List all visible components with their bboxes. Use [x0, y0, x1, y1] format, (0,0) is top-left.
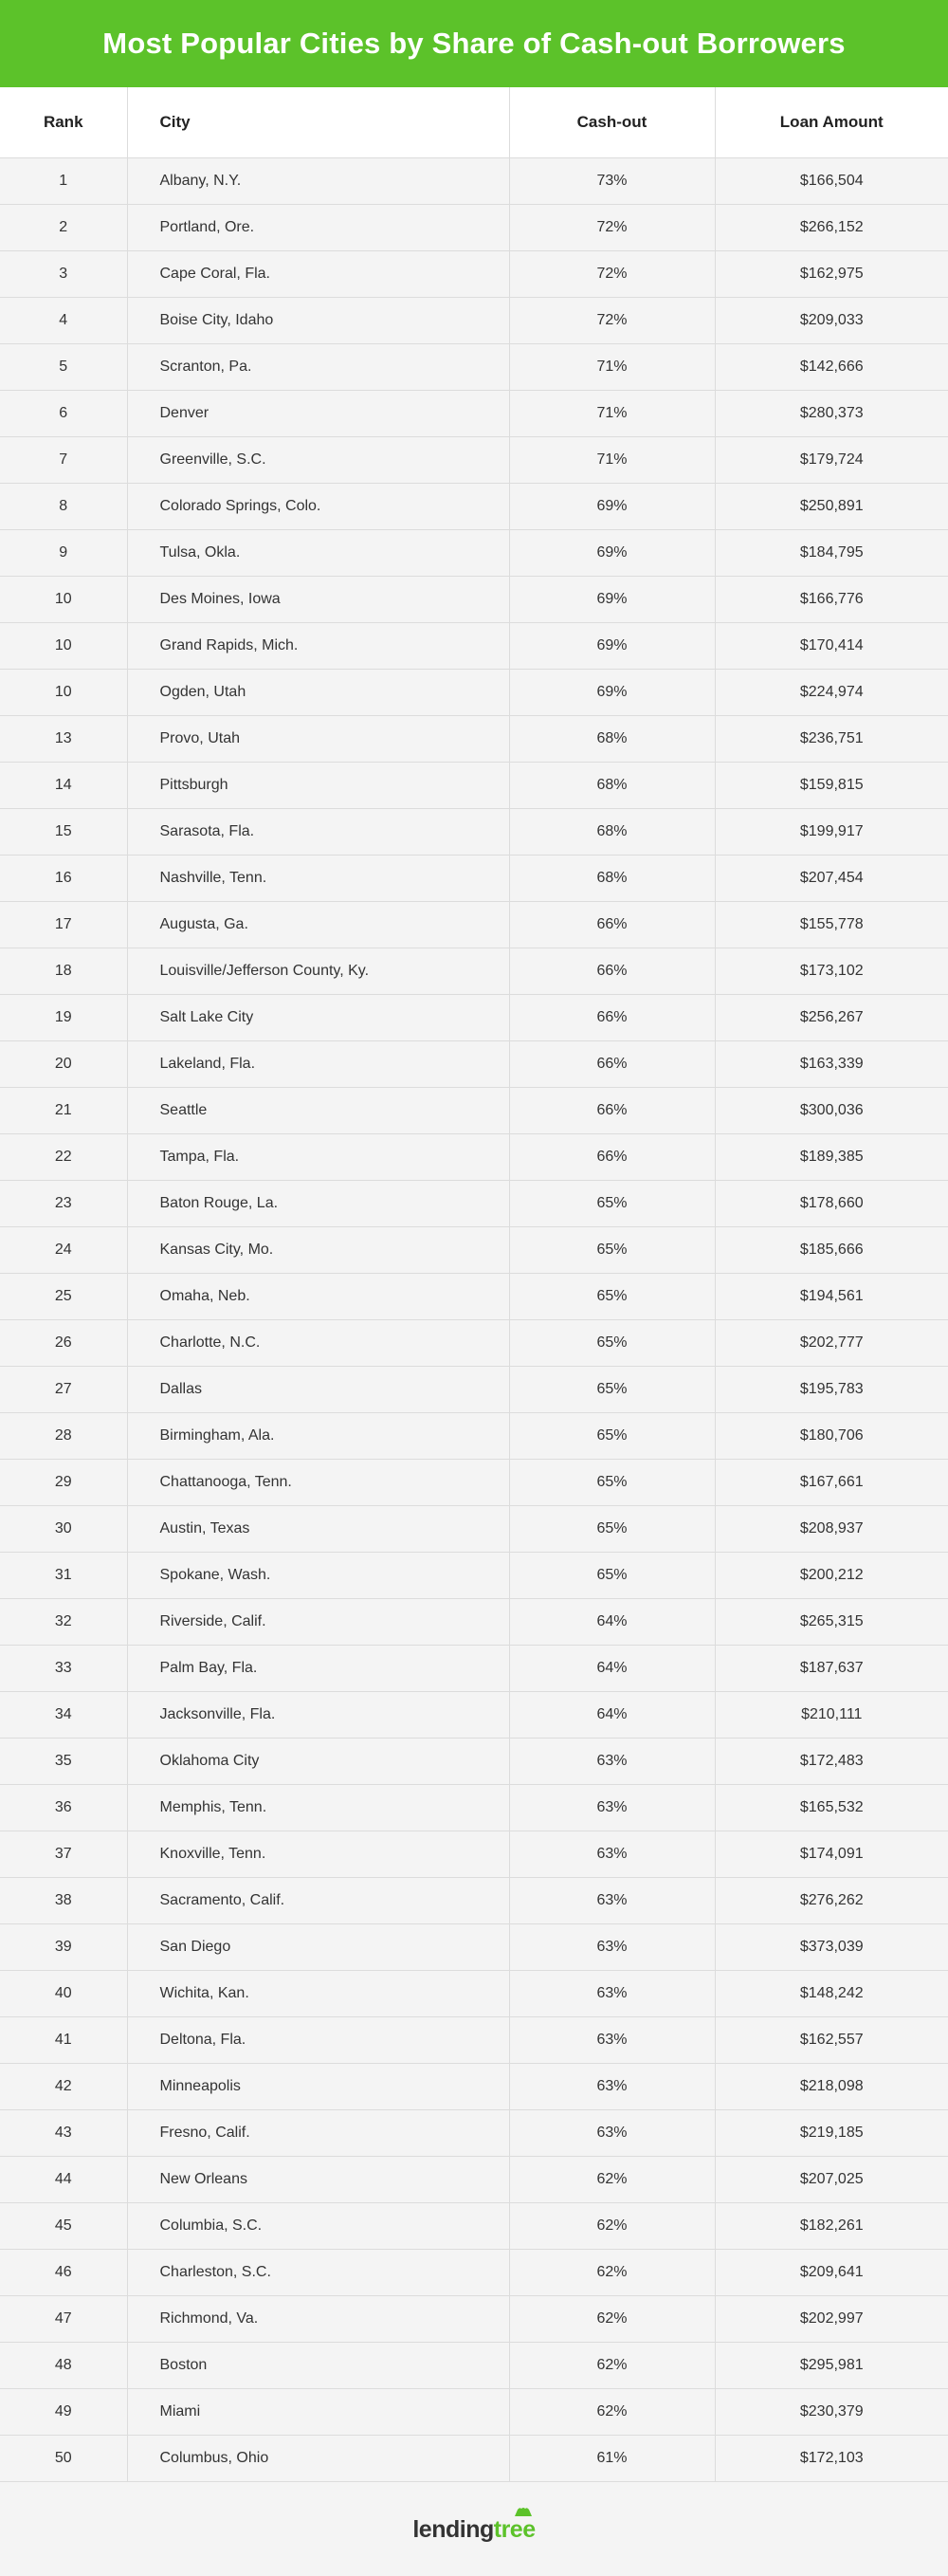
cell-rank: 10: [0, 622, 127, 669]
cell-cashout: 63%: [509, 1738, 715, 1784]
cell-rank: 50: [0, 2435, 127, 2481]
cell-rank: 29: [0, 1459, 127, 1505]
cell-rank: 45: [0, 2202, 127, 2249]
cell-rank: 48: [0, 2342, 127, 2388]
cell-loan-amount: $170,414: [715, 622, 948, 669]
cell-cashout: 64%: [509, 1691, 715, 1738]
cell-loan-amount: $174,091: [715, 1831, 948, 1877]
table-row: [0, 1784, 948, 1831]
cell-cashout: 65%: [509, 1319, 715, 1366]
cell-cashout: 61%: [509, 2435, 715, 2481]
table-row: [0, 1273, 948, 1319]
cell-rank: 35: [0, 1738, 127, 1784]
cell-city: Lakeland, Fla.: [127, 1040, 509, 1087]
cell-cashout: 66%: [509, 1087, 715, 1133]
cell-loan-amount: $209,641: [715, 2249, 948, 2295]
cell-city: Ogden, Utah: [127, 669, 509, 715]
table-row: [0, 715, 948, 762]
cell-loan-amount: $155,778: [715, 901, 948, 948]
cell-loan-amount: $195,783: [715, 1366, 948, 1412]
table-row: [0, 1738, 948, 1784]
cell-rank: 26: [0, 1319, 127, 1366]
header-city: City: [127, 87, 509, 157]
table-row: [0, 483, 948, 529]
cell-cashout: 62%: [509, 2249, 715, 2295]
cell-cashout: 65%: [509, 1459, 715, 1505]
table-row: [0, 1459, 948, 1505]
cell-loan-amount: $165,532: [715, 1784, 948, 1831]
cell-rank: 42: [0, 2063, 127, 2109]
table-row: [0, 622, 948, 669]
cell-rank: 7: [0, 436, 127, 483]
table-row: [0, 1552, 948, 1598]
table-row: [0, 1040, 948, 1087]
table-row: [0, 2295, 948, 2342]
table-row: [0, 576, 948, 622]
table-row: [0, 994, 948, 1040]
cell-cashout: 69%: [509, 483, 715, 529]
table-row: [0, 1831, 948, 1877]
cell-loan-amount: $202,777: [715, 1319, 948, 1366]
cell-rank: 14: [0, 762, 127, 808]
cell-cashout: 65%: [509, 1412, 715, 1459]
cell-cashout: 63%: [509, 1923, 715, 1970]
cell-city: Nashville, Tenn.: [127, 855, 509, 901]
cell-loan-amount: $250,891: [715, 483, 948, 529]
cell-city: Greenville, S.C.: [127, 436, 509, 483]
table-row: [0, 1412, 948, 1459]
cell-cashout: 68%: [509, 855, 715, 901]
logo-text-tree: tree: [493, 2515, 536, 2543]
cell-city: Columbia, S.C.: [127, 2202, 509, 2249]
cell-city: Boston: [127, 2342, 509, 2388]
table-row: [0, 1087, 948, 1133]
cell-loan-amount: $236,751: [715, 715, 948, 762]
table-row: [0, 1366, 948, 1412]
cell-rank: 44: [0, 2156, 127, 2202]
cell-city: Denver: [127, 390, 509, 436]
cell-city: Columbus, Ohio: [127, 2435, 509, 2481]
cell-city: Palm Bay, Fla.: [127, 1645, 509, 1691]
cell-cashout: 73%: [509, 157, 715, 204]
cell-rank: 30: [0, 1505, 127, 1552]
cell-loan-amount: $224,974: [715, 669, 948, 715]
cell-cashout: 72%: [509, 297, 715, 343]
cell-rank: 22: [0, 1133, 127, 1180]
cell-rank: 8: [0, 483, 127, 529]
table-row: [0, 250, 948, 297]
cell-rank: 2: [0, 204, 127, 250]
table-row: [0, 2388, 948, 2435]
cell-cashout: 63%: [509, 1784, 715, 1831]
cell-loan-amount: $256,267: [715, 994, 948, 1040]
cell-rank: 21: [0, 1087, 127, 1133]
cell-loan-amount: $199,917: [715, 808, 948, 855]
table-row: [0, 390, 948, 436]
cell-city: Minneapolis: [127, 2063, 509, 2109]
cell-cashout: 63%: [509, 1831, 715, 1877]
table-row: [0, 1226, 948, 1273]
table-body: [0, 157, 948, 2481]
cell-loan-amount: $185,666: [715, 1226, 948, 1273]
cell-city: Jacksonville, Fla.: [127, 1691, 509, 1738]
cell-cashout: 62%: [509, 2202, 715, 2249]
cell-loan-amount: $172,103: [715, 2435, 948, 2481]
cell-city: San Diego: [127, 1923, 509, 1970]
table-row: [0, 297, 948, 343]
cell-city: Charlotte, N.C.: [127, 1319, 509, 1366]
cell-rank: 5: [0, 343, 127, 390]
cell-loan-amount: $207,025: [715, 2156, 948, 2202]
logo-text-lending: lending: [412, 2515, 494, 2543]
cell-loan-amount: $202,997: [715, 2295, 948, 2342]
cell-loan-amount: $173,102: [715, 948, 948, 994]
table-row: [0, 1133, 948, 1180]
cell-city: Sarasota, Fla.: [127, 808, 509, 855]
cell-rank: 17: [0, 901, 127, 948]
cell-city: Oklahoma City: [127, 1738, 509, 1784]
cell-rank: 13: [0, 715, 127, 762]
cell-city: Chattanooga, Tenn.: [127, 1459, 509, 1505]
table-row: [0, 343, 948, 390]
cell-loan-amount: $219,185: [715, 2109, 948, 2156]
cell-city: Knoxville, Tenn.: [127, 1831, 509, 1877]
cell-cashout: 71%: [509, 343, 715, 390]
cell-city: Charleston, S.C.: [127, 2249, 509, 2295]
cell-loan-amount: $184,795: [715, 529, 948, 576]
cell-rank: 31: [0, 1552, 127, 1598]
cell-cashout: 66%: [509, 901, 715, 948]
table-row: [0, 762, 948, 808]
cell-rank: 18: [0, 948, 127, 994]
cell-loan-amount: $159,815: [715, 762, 948, 808]
cell-loan-amount: $180,706: [715, 1412, 948, 1459]
page-title: Most Popular Cities by Share of Cash-out Borrowers: [0, 0, 948, 87]
cell-loan-amount: $295,981: [715, 2342, 948, 2388]
cell-rank: 27: [0, 1366, 127, 1412]
cell-city: Pittsburgh: [127, 762, 509, 808]
cell-city: Sacramento, Calif.: [127, 1877, 509, 1923]
cell-city: Seattle: [127, 1087, 509, 1133]
cell-rank: 33: [0, 1645, 127, 1691]
cell-cashout: 66%: [509, 948, 715, 994]
cell-cashout: 65%: [509, 1366, 715, 1412]
cell-cashout: 62%: [509, 2156, 715, 2202]
cell-loan-amount: $230,379: [715, 2388, 948, 2435]
cell-cashout: 68%: [509, 762, 715, 808]
table-row: [0, 855, 948, 901]
cell-loan-amount: $166,776: [715, 576, 948, 622]
cell-cashout: 62%: [509, 2295, 715, 2342]
cell-loan-amount: $280,373: [715, 390, 948, 436]
header-cashout: Cash-out: [509, 87, 715, 157]
cell-city: Augusta, Ga.: [127, 901, 509, 948]
table-row: [0, 1505, 948, 1552]
cell-rank: 4: [0, 297, 127, 343]
cell-cashout: 64%: [509, 1598, 715, 1645]
cell-cashout: 65%: [509, 1552, 715, 1598]
cell-cashout: 66%: [509, 1040, 715, 1087]
cell-rank: 34: [0, 1691, 127, 1738]
table-row: [0, 901, 948, 948]
cell-cashout: 69%: [509, 669, 715, 715]
cell-city: Richmond, Va.: [127, 2295, 509, 2342]
cell-city: Spokane, Wash.: [127, 1552, 509, 1598]
table-row: [0, 204, 948, 250]
cell-rank: 15: [0, 808, 127, 855]
cell-city: Colorado Springs, Colo.: [127, 483, 509, 529]
cell-loan-amount: $142,666: [715, 343, 948, 390]
cell-city: Salt Lake City: [127, 994, 509, 1040]
table-row: [0, 1180, 948, 1226]
cell-loan-amount: $148,242: [715, 1970, 948, 2016]
cell-rank: 3: [0, 250, 127, 297]
cell-rank: 39: [0, 1923, 127, 1970]
cell-cashout: 65%: [509, 1226, 715, 1273]
cell-loan-amount: $194,561: [715, 1273, 948, 1319]
cell-rank: 6: [0, 390, 127, 436]
table-row: [0, 2063, 948, 2109]
cell-cashout: 63%: [509, 2016, 715, 2063]
cell-cashout: 68%: [509, 715, 715, 762]
cell-loan-amount: $200,212: [715, 1552, 948, 1598]
cell-rank: 49: [0, 2388, 127, 2435]
cell-loan-amount: $182,261: [715, 2202, 948, 2249]
cell-rank: 41: [0, 2016, 127, 2063]
cell-rank: 24: [0, 1226, 127, 1273]
cell-loan-amount: $162,557: [715, 2016, 948, 2063]
cell-loan-amount: $166,504: [715, 157, 948, 204]
table-row: [0, 1923, 948, 1970]
cell-cashout: 63%: [509, 2063, 715, 2109]
table-row: [0, 436, 948, 483]
cell-rank: 25: [0, 1273, 127, 1319]
cell-city: Wichita, Kan.: [127, 1970, 509, 2016]
cell-rank: 28: [0, 1412, 127, 1459]
lendingtree-logo: [412, 2516, 535, 2544]
table-header-row: [0, 87, 948, 157]
table-row: [0, 808, 948, 855]
cell-city: Albany, N.Y.: [127, 157, 509, 204]
table-row: [0, 948, 948, 994]
cell-rank: 10: [0, 576, 127, 622]
table-row: [0, 2342, 948, 2388]
cell-city: Des Moines, Iowa: [127, 576, 509, 622]
cell-cashout: 65%: [509, 1273, 715, 1319]
tree-icon: [514, 2507, 533, 2517]
cell-city: Kansas City, Mo.: [127, 1226, 509, 1273]
cell-city: Birmingham, Ala.: [127, 1412, 509, 1459]
cell-loan-amount: $209,033: [715, 297, 948, 343]
cell-rank: 9: [0, 529, 127, 576]
cities-table: [0, 87, 948, 2482]
header-loan-amount: Loan Amount: [715, 87, 948, 157]
cell-loan-amount: $276,262: [715, 1877, 948, 1923]
cell-loan-amount: $189,385: [715, 1133, 948, 1180]
cell-cashout: 62%: [509, 2388, 715, 2435]
cell-cashout: 72%: [509, 204, 715, 250]
table-row: [0, 2202, 948, 2249]
cell-city: Riverside, Calif.: [127, 1598, 509, 1645]
cell-rank: 10: [0, 669, 127, 715]
cell-cashout: 63%: [509, 1877, 715, 1923]
table-row: [0, 2016, 948, 2063]
cell-city: Boise City, Idaho: [127, 297, 509, 343]
header-rank: Rank: [0, 87, 127, 157]
cell-loan-amount: $163,339: [715, 1040, 948, 1087]
table-row: [0, 2109, 948, 2156]
cell-city: Baton Rouge, La.: [127, 1180, 509, 1226]
cell-rank: 32: [0, 1598, 127, 1645]
cell-city: Dallas: [127, 1366, 509, 1412]
cell-rank: 38: [0, 1877, 127, 1923]
table-row: [0, 2156, 948, 2202]
cell-loan-amount: $187,637: [715, 1645, 948, 1691]
cell-city: Omaha, Neb.: [127, 1273, 509, 1319]
cell-city: Grand Rapids, Mich.: [127, 622, 509, 669]
cell-loan-amount: $218,098: [715, 2063, 948, 2109]
table-row: [0, 2249, 948, 2295]
table-row: [0, 1970, 948, 2016]
cell-cashout: 69%: [509, 529, 715, 576]
cell-loan-amount: $178,660: [715, 1180, 948, 1226]
cell-loan-amount: $172,483: [715, 1738, 948, 1784]
table-row: [0, 1877, 948, 1923]
table-row: [0, 1598, 948, 1645]
cell-cashout: 71%: [509, 436, 715, 483]
table-row: [0, 669, 948, 715]
cell-rank: 23: [0, 1180, 127, 1226]
cell-rank: 20: [0, 1040, 127, 1087]
cell-loan-amount: $210,111: [715, 1691, 948, 1738]
cell-city: Memphis, Tenn.: [127, 1784, 509, 1831]
cell-city: Tampa, Fla.: [127, 1133, 509, 1180]
cell-city: Provo, Utah: [127, 715, 509, 762]
table-row: [0, 1645, 948, 1691]
cell-city: Louisville/Jefferson County, Ky.: [127, 948, 509, 994]
table-row: [0, 1691, 948, 1738]
cell-cashout: 63%: [509, 1970, 715, 2016]
table-row: [0, 157, 948, 204]
cell-rank: 40: [0, 1970, 127, 2016]
cell-cashout: 65%: [509, 1180, 715, 1226]
table-row: [0, 1319, 948, 1366]
table-row: [0, 529, 948, 576]
cell-rank: 16: [0, 855, 127, 901]
cell-cashout: 71%: [509, 390, 715, 436]
cell-cashout: 63%: [509, 2109, 715, 2156]
cell-loan-amount: $265,315: [715, 1598, 948, 1645]
cell-cashout: 66%: [509, 1133, 715, 1180]
cell-cashout: 69%: [509, 622, 715, 669]
table-row: [0, 2435, 948, 2481]
cell-city: Cape Coral, Fla.: [127, 250, 509, 297]
cell-rank: 46: [0, 2249, 127, 2295]
cell-city: Portland, Ore.: [127, 204, 509, 250]
cell-loan-amount: $373,039: [715, 1923, 948, 1970]
cell-city: Fresno, Calif.: [127, 2109, 509, 2156]
cell-loan-amount: $162,975: [715, 250, 948, 297]
cell-cashout: 68%: [509, 808, 715, 855]
cell-rank: 1: [0, 157, 127, 204]
footer: [0, 2483, 948, 2576]
cell-loan-amount: $179,724: [715, 436, 948, 483]
cell-rank: 19: [0, 994, 127, 1040]
cell-cashout: 65%: [509, 1505, 715, 1552]
cell-city: Deltona, Fla.: [127, 2016, 509, 2063]
cell-loan-amount: $208,937: [715, 1505, 948, 1552]
cell-cashout: 66%: [509, 994, 715, 1040]
cell-city: New Orleans: [127, 2156, 509, 2202]
cell-rank: 43: [0, 2109, 127, 2156]
cell-city: Miami: [127, 2388, 509, 2435]
cell-cashout: 62%: [509, 2342, 715, 2388]
cell-city: Scranton, Pa.: [127, 343, 509, 390]
cell-loan-amount: $207,454: [715, 855, 948, 901]
cell-city: Tulsa, Okla.: [127, 529, 509, 576]
cell-rank: 36: [0, 1784, 127, 1831]
cell-cashout: 64%: [509, 1645, 715, 1691]
cell-cashout: 72%: [509, 250, 715, 297]
cell-loan-amount: $300,036: [715, 1087, 948, 1133]
cell-loan-amount: $167,661: [715, 1459, 948, 1505]
cell-rank: 47: [0, 2295, 127, 2342]
cell-cashout: 69%: [509, 576, 715, 622]
cell-city: Austin, Texas: [127, 1505, 509, 1552]
cell-loan-amount: $266,152: [715, 204, 948, 250]
cell-rank: 37: [0, 1831, 127, 1877]
